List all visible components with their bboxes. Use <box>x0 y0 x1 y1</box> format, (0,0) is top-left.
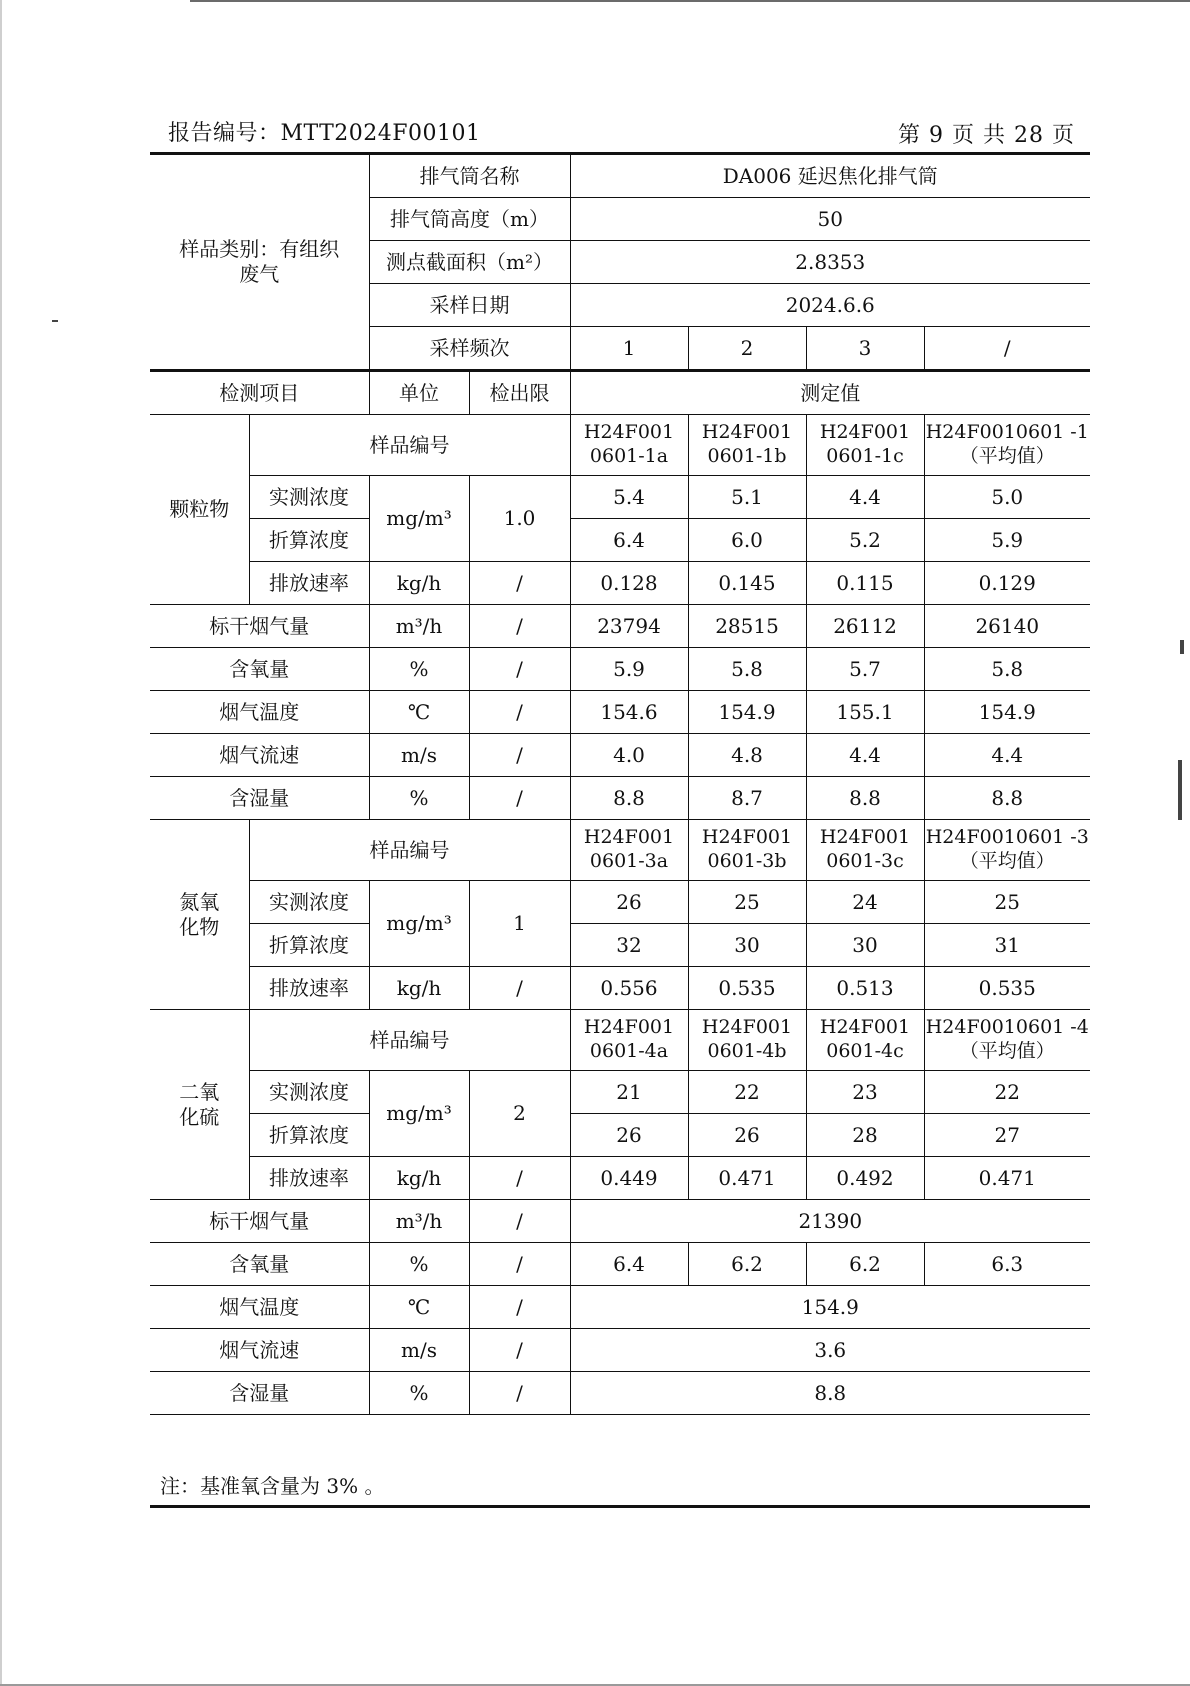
value-cell: 22 <box>688 1071 806 1114</box>
measured-label: 实测浓度 <box>249 881 369 924</box>
param-limit: / <box>469 1243 570 1286</box>
value-cell: 5.0 <box>924 476 1090 519</box>
rate-unit: kg/h <box>369 1157 469 1200</box>
value-cell: 0.535 <box>688 967 806 1010</box>
rate-unit: kg/h <box>369 562 469 605</box>
sample-category-line1: 样品类别：有组织 <box>179 237 340 261</box>
param-unit: % <box>369 648 469 691</box>
footnote: 注：基准氧含量为 3% 。 <box>160 1474 385 1498</box>
measured-label: 实测浓度 <box>249 476 369 519</box>
stack-height-label: 排气筒高度（m） <box>369 198 570 241</box>
so2-measured-row <box>150 1071 1090 1114</box>
value-cell: 6.4 <box>570 519 688 562</box>
value-cell: 0.535 <box>924 967 1090 1010</box>
value-cell: 24 <box>806 881 924 924</box>
param-name: 标干烟气量 <box>150 605 369 648</box>
col-header-limit: 检出限 <box>469 371 570 415</box>
nox-name-line1: 氮氧 <box>179 889 220 914</box>
value-cell: 0.492 <box>806 1157 924 1200</box>
nox-name <box>150 820 249 1010</box>
value-cell: 5.4 <box>570 476 688 519</box>
particulate-converted-row <box>150 519 1090 562</box>
param-unit: m³/h <box>369 1200 469 1243</box>
value-cell: 6.3 <box>924 1243 1090 1286</box>
value-cell: 155.1 <box>806 691 924 734</box>
nox-id-row <box>150 820 1090 881</box>
frequency-value: 2 <box>688 327 806 371</box>
value-cell: 0.115 <box>806 562 924 605</box>
frequency-value: 1 <box>570 327 688 371</box>
scan-mark <box>1180 640 1184 654</box>
value-cell: 28515 <box>688 605 806 648</box>
param-unit: % <box>369 1372 469 1415</box>
param-row <box>150 777 1090 820</box>
nox-name-line2: 化物 <box>179 914 220 939</box>
sample-id: H24F0010601 -4（平均值） <box>924 1010 1090 1071</box>
sample-id: H24F001 0601-4c <box>806 1010 924 1071</box>
param-limit: / <box>469 1372 570 1415</box>
rate-limit: / <box>469 967 570 1010</box>
report-number: 报告编号：MTT2024F00101 <box>168 121 481 146</box>
value-cell: 28 <box>806 1114 924 1157</box>
value-cell: 0.471 <box>688 1157 806 1200</box>
param-unit: ℃ <box>369 691 469 734</box>
sample-id: H24F001 0601-3a <box>570 820 688 881</box>
sample-id: H24F001 0601-4a <box>570 1010 688 1071</box>
value-cell: 0.449 <box>570 1157 688 1200</box>
frequency-value: / <box>924 327 1090 371</box>
param-name: 含湿量 <box>150 777 369 820</box>
value-cell: 5.9 <box>570 648 688 691</box>
value-cell: 25 <box>924 881 1090 924</box>
value-cell: 154.9 <box>570 1286 1090 1329</box>
param-name: 含氧量 <box>150 648 369 691</box>
stack-height-value: 50 <box>570 198 1090 241</box>
value-cell: 30 <box>688 924 806 967</box>
value-cell: 6.2 <box>688 1243 806 1286</box>
value-cell: 23794 <box>570 605 688 648</box>
rate-unit: kg/h <box>369 967 469 1010</box>
scan-mark <box>52 320 58 322</box>
column-header-row <box>150 371 1090 415</box>
param-row <box>150 1329 1090 1372</box>
value-cell: 0.556 <box>570 967 688 1010</box>
rate-label: 排放速率 <box>249 1157 369 1200</box>
particulate-rate-row <box>150 562 1090 605</box>
particulate-id-row <box>150 415 1090 476</box>
value-cell: 5.8 <box>688 648 806 691</box>
param-unit: m/s <box>369 1329 469 1372</box>
page-header <box>168 116 1075 148</box>
stack-name-label: 排气筒名称 <box>369 154 570 198</box>
page-left-edge <box>0 0 2 1686</box>
value-cell: 154.6 <box>570 691 688 734</box>
param-limit: / <box>469 734 570 777</box>
converted-label: 折算浓度 <box>249 519 369 562</box>
sample-id-label: 样品编号 <box>249 820 570 881</box>
stack-name-value: DA006 延迟焦化排气筒 <box>570 154 1090 198</box>
sample-id: H24F001 0601-1b <box>688 415 806 476</box>
value-cell: 154.9 <box>688 691 806 734</box>
param-limit: / <box>469 691 570 734</box>
footnote-rule <box>150 1505 1090 1508</box>
value-cell: 21390 <box>570 1200 1090 1243</box>
param-unit: m³/h <box>369 605 469 648</box>
value-cell: 21 <box>570 1071 688 1114</box>
param-name: 烟气流速 <box>150 1329 369 1372</box>
value-cell: 4.4 <box>924 734 1090 777</box>
results-table <box>150 152 1090 1415</box>
param-name: 含氧量 <box>150 1243 369 1286</box>
value-cell: 4.4 <box>806 476 924 519</box>
sampling-date-label: 采样日期 <box>369 284 570 327</box>
value-cell: 8.8 <box>924 777 1090 820</box>
value-cell: 8.8 <box>570 1372 1090 1415</box>
sample-id: H24F0010601 -1（平均值） <box>924 415 1090 476</box>
concentration-unit: mg/m³ <box>369 881 469 967</box>
nox-measured-row <box>150 881 1090 924</box>
page-number: 第 9 页 共 28 页 <box>898 123 1075 148</box>
param-name: 烟气流速 <box>150 734 369 777</box>
param-row <box>150 1372 1090 1415</box>
col-header-unit: 单位 <box>369 371 469 415</box>
rate-limit: / <box>469 1157 570 1200</box>
so2-name <box>150 1010 249 1200</box>
value-cell: 31 <box>924 924 1090 967</box>
value-cell: 4.4 <box>806 734 924 777</box>
param-name: 含湿量 <box>150 1372 369 1415</box>
value-cell: 0.513 <box>806 967 924 1010</box>
value-cell: 4.8 <box>688 734 806 777</box>
value-cell: 0.145 <box>688 562 806 605</box>
value-cell: 0.471 <box>924 1157 1090 1200</box>
param-row <box>150 734 1090 777</box>
value-cell: 32 <box>570 924 688 967</box>
sampling-frequency-label: 采样频次 <box>369 327 570 371</box>
value-cell: 22 <box>924 1071 1090 1114</box>
param-unit: % <box>369 1243 469 1286</box>
value-cell: 3.6 <box>570 1329 1090 1372</box>
so2-name-line1: 二氧 <box>179 1079 220 1104</box>
param-limit: / <box>469 648 570 691</box>
value-cell: 26140 <box>924 605 1090 648</box>
param-row <box>150 1286 1090 1329</box>
value-cell: 5.7 <box>806 648 924 691</box>
value-cell: 5.1 <box>688 476 806 519</box>
detection-limit: 1 <box>469 881 570 967</box>
nox-converted-row <box>150 924 1090 967</box>
sample-id: H24F0010601 -3（平均值） <box>924 820 1090 881</box>
value-cell: 8.7 <box>688 777 806 820</box>
converted-label: 折算浓度 <box>249 924 369 967</box>
sample-id: H24F001 0601-1c <box>806 415 924 476</box>
value-cell: 25 <box>688 881 806 924</box>
value-cell: 6.0 <box>688 519 806 562</box>
particulate-measured-row <box>150 476 1090 519</box>
param-name: 烟气温度 <box>150 691 369 734</box>
page-top-edge <box>190 0 1190 2</box>
sample-id: H24F001 0601-3b <box>688 820 806 881</box>
particulate-name: 颗粒物 <box>150 415 249 605</box>
value-cell: 26 <box>570 881 688 924</box>
param-name: 标干烟气量 <box>150 1200 369 1243</box>
scan-mark <box>1178 760 1182 820</box>
sample-category <box>150 154 369 371</box>
value-cell: 0.128 <box>570 562 688 605</box>
value-cell: 26112 <box>806 605 924 648</box>
col-header-values: 测定值 <box>570 371 1090 415</box>
sampling-date-value: 2024.6.6 <box>570 284 1090 327</box>
rate-limit: / <box>469 562 570 605</box>
param-limit: / <box>469 1200 570 1243</box>
param-row <box>150 1200 1090 1243</box>
col-header-item: 检测项目 <box>150 371 369 415</box>
value-cell: 8.8 <box>570 777 688 820</box>
detection-limit: 2 <box>469 1071 570 1157</box>
rate-label: 排放速率 <box>249 562 369 605</box>
value-cell: 6.2 <box>806 1243 924 1286</box>
sample-id-label: 样品编号 <box>249 415 570 476</box>
param-limit: / <box>469 605 570 648</box>
nox-rate-row <box>150 967 1090 1010</box>
so2-rate-row <box>150 1157 1090 1200</box>
param-row <box>150 648 1090 691</box>
value-cell: 26 <box>570 1114 688 1157</box>
value-cell: 30 <box>806 924 924 967</box>
rate-label: 排放速率 <box>249 967 369 1010</box>
param-limit: / <box>469 1286 570 1329</box>
value-cell: 8.8 <box>806 777 924 820</box>
value-cell: 154.9 <box>924 691 1090 734</box>
value-cell: 5.8 <box>924 648 1090 691</box>
sample-id: H24F001 0601-1a <box>570 415 688 476</box>
param-limit: / <box>469 1329 570 1372</box>
detection-limit: 1.0 <box>469 476 570 562</box>
value-cell: 4.0 <box>570 734 688 777</box>
value-cell: 5.2 <box>806 519 924 562</box>
measured-label: 实测浓度 <box>249 1071 369 1114</box>
section-area-value: 2.8353 <box>570 241 1090 284</box>
so2-converted-row <box>150 1114 1090 1157</box>
sample-category-line2: 废气 <box>239 262 280 286</box>
param-unit: m/s <box>369 734 469 777</box>
so2-id-row <box>150 1010 1090 1071</box>
sample-id-label: 样品编号 <box>249 1010 570 1071</box>
so2-name-line2: 化硫 <box>179 1104 220 1129</box>
param-limit: / <box>469 777 570 820</box>
frequency-value: 3 <box>806 327 924 371</box>
value-cell: 26 <box>688 1114 806 1157</box>
converted-label: 折算浓度 <box>249 1114 369 1157</box>
stack-name-row <box>150 154 1090 198</box>
value-cell: 5.9 <box>924 519 1090 562</box>
param-row <box>150 605 1090 648</box>
value-cell: 6.4 <box>570 1243 688 1286</box>
value-cell: 23 <box>806 1071 924 1114</box>
sample-id: H24F001 0601-4b <box>688 1010 806 1071</box>
param-name: 烟气温度 <box>150 1286 369 1329</box>
param-unit: % <box>369 777 469 820</box>
param-row <box>150 691 1090 734</box>
value-cell: 27 <box>924 1114 1090 1157</box>
sample-id: H24F001 0601-3c <box>806 820 924 881</box>
value-cell: 0.129 <box>924 562 1090 605</box>
concentration-unit: mg/m³ <box>369 1071 469 1157</box>
param-row <box>150 1243 1090 1286</box>
concentration-unit: mg/m³ <box>369 476 469 562</box>
section-area-label: 测点截面积（m²） <box>369 241 570 284</box>
param-unit: ℃ <box>369 1286 469 1329</box>
